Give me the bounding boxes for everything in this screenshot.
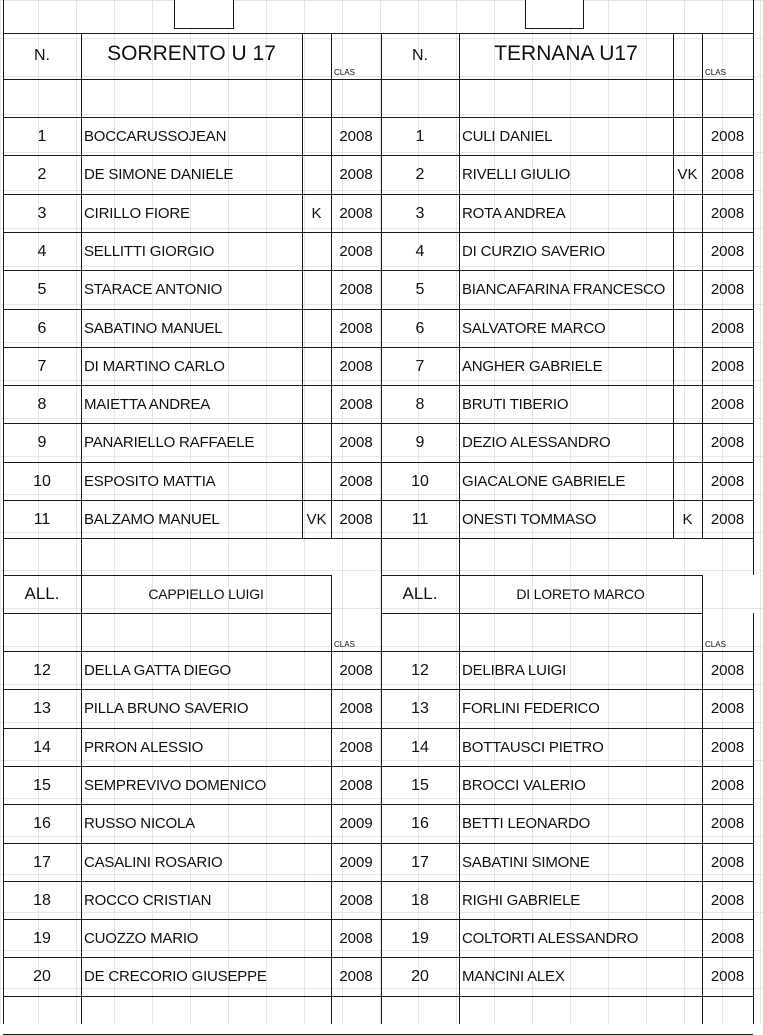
team-a-num-header: N. [34,47,50,64]
column-line [702,651,703,1024]
team-b-player-role [673,118,702,155]
team-a-player-number: 6 [37,319,47,337]
team-b-player-year: 2008 [710,777,745,794]
sheet-right-border [753,0,754,33]
team-b-coach-line [702,575,703,613]
team-a-player-year: 2008 [339,128,373,145]
team-b-player-number: 6 [415,319,425,337]
team-b-clas-header: CLAS [705,68,726,77]
team-b-player-name: DELIBRA LUIGI [462,662,567,679]
team-b-player-name: BOTTAUSCI PIETRO [462,739,604,756]
team-b-player-year: 2008 [710,511,745,528]
team-a-coach-name: CAPPIELLO LUIGI [148,586,264,602]
team-a-player-name: BOCCARUSSOJEAN [84,128,227,145]
team-a-player-name: DELLA GATTA DIEGO [84,662,231,679]
team-a-player-year: 2008 [339,243,373,260]
team-b-player-number: 19 [411,929,429,947]
team-b-player-name: ANGHER GABRIELE [462,358,603,375]
team-a-player-year: 2009 [339,815,373,832]
team-b-player-role [673,195,702,232]
team-a-player-name: DE CRECORIO GIUSEPPE [84,968,267,985]
team-b-player-name: SALVATORE MARCO [462,320,606,337]
team-a-player-number: 18 [33,891,51,909]
team-b-player-number: 8 [415,395,425,413]
team-b-player-number: 7 [415,357,425,375]
team-a-player-number: 19 [33,929,51,947]
team-b-player-year: 2008 [710,320,745,337]
team-a-player-year: 2008 [339,166,373,183]
column-line [459,33,460,538]
team-b-player-name: BETTI LEONARDO [462,815,591,832]
column-line [81,33,82,538]
team-b-player-name: MANCINI ALEX [462,968,565,985]
column-line [331,651,332,1024]
column-line [702,33,703,538]
team-a-player-year: 2008 [339,511,373,528]
team-a-player-year: 2008 [339,205,373,222]
team-a-player-year: 2009 [339,854,373,871]
team-a-coach-label: ALL. [24,584,60,603]
team-a-player-year: 2008 [339,739,373,756]
team-a-player-year: 2008 [339,930,373,947]
team-a-player-role [302,310,331,347]
column-line [81,613,82,651]
team-b-player-role [673,233,702,270]
team-b-player-number: 11 [411,510,429,528]
team-a-player-role [302,156,331,193]
team-a-player-year: 2008 [339,968,373,985]
team-a-coach-line [331,575,332,613]
team-b-player-name: ROTA ANDREA [462,205,566,222]
header-bottom-line [3,79,753,80]
column-line [673,33,674,538]
team-b-player-number: 3 [415,204,425,222]
team-a-player-name: RUSSO NICOLA [84,815,195,832]
team-b-subs-clas-header: CLAS [705,640,726,649]
column-line [753,33,754,538]
column-line [702,613,703,651]
team-b-player-name: BRUTI TIBERIO [462,396,569,413]
column-line [81,651,82,1024]
team-a-player-year: 2008 [339,358,373,375]
team-b-player-number: 14 [411,738,429,756]
team-a-badge-box [174,0,234,29]
team-a-player-name: SEMPREVIVO DOMENICO [84,777,267,794]
team-b-player-year: 2008 [710,396,745,413]
team-a-player-name: STARACE ANTONIO [84,281,223,298]
team-b-player-role [673,424,702,461]
team-a-player-year: 2008 [339,777,373,794]
column-line [459,538,460,575]
team-a-subs-clas-header: CLAS [334,640,355,649]
team-b-player-year: 2008 [710,281,745,298]
team-a-player-number: 8 [37,395,47,413]
column-line [331,613,332,651]
team-a-player-name: SELLITTI GIORGIO [84,243,215,260]
team-a-player-role [302,118,331,155]
team-b-player-name: SABATINI SIMONE [462,854,590,871]
team-b-player-name: DEZIO ALESSANDRO [462,434,611,451]
column-line [3,33,4,538]
team-a-player-year: 2008 [339,396,373,413]
team-a-player-number: 7 [37,357,47,375]
team-b-player-year: 2008 [710,205,745,222]
team-b-player-name: DI CURZIO SAVERIO [462,243,606,260]
team-b-player-name: ONESTI TOMMASO [462,511,597,528]
team-a-player-year: 2008 [339,434,373,451]
team-a-clas-header: CLAS [334,68,355,77]
team-b-coach-label: ALL. [402,584,438,603]
team-a-player-name: DE SIMONE DANIELE [84,166,234,183]
team-b-player-role: K [682,511,693,528]
team-b-player-number: 17 [411,853,429,871]
team-b-player-year: 2008 [710,815,745,832]
team-a-player-year: 2008 [339,473,373,490]
team-b-player-number: 5 [415,280,425,298]
team-a-player-year: 2008 [339,320,373,337]
team-a-player-number: 1 [37,127,47,145]
team-b-player-role [673,463,702,500]
sheet-left-border [3,0,4,33]
team-a-player-number: 4 [37,242,47,260]
column-line [302,33,303,538]
team-b-player-number: 20 [411,967,429,985]
team-a-player-role [302,386,331,423]
column-line [459,651,460,1024]
team-b-player-number: 18 [411,891,429,909]
team-a-coach-bottom-line [3,613,331,614]
team-b-player-role [673,348,702,385]
team-a-player-number: 14 [33,738,51,756]
team-b-player-name: RIVELLI GIULIO [462,166,571,183]
column-line [81,538,82,575]
team-a-player-role [302,233,331,270]
team-b-player-number: 2 [415,165,425,183]
team-b-player-name: COLTORTI ALESSANDRO [462,930,639,947]
team-b-player-year: 2008 [710,700,745,717]
team-a-player-name: ROCCO CRISTIAN [84,892,212,909]
team-a-player-year: 2008 [339,892,373,909]
team-b-player-number: 1 [415,127,425,145]
team-b-badge-box [525,0,584,29]
team-b-coach-name: DI LORETO MARCO [516,586,645,602]
team-b-player-name: BIANCAFARINA FRANCESCO [462,281,666,298]
team-a-player-role: VK [306,511,327,528]
team-a-player-name: DI MARTINO CARLO [84,358,225,375]
column-line [331,33,332,538]
team-b-player-year: 2008 [710,434,745,451]
team-a-player-number: 15 [33,776,51,794]
column-line [381,538,382,575]
team-b-player-year: 2008 [710,662,745,679]
team-a-player-name: PRRON ALESSIO [84,739,204,756]
team-a-player-name: MAIETTA ANDREA [84,396,211,413]
team-b-player-number: 13 [411,699,429,717]
team-b-player-role [673,386,702,423]
team-b-player-year: 2008 [710,358,745,375]
team-a-player-number: 3 [37,204,47,222]
team-b-player-name: RIGHI GABRIELE [462,892,581,909]
team-b-player-name: FORLINI FEDERICO [462,700,600,717]
team-a-team-name: SORRENTO U 17 [107,42,276,65]
team-b-player-year: 2008 [710,968,745,985]
team-a-player-role [302,348,331,385]
column-line [753,651,754,1024]
team-a-player-role [302,271,331,308]
team-a-player-number: 16 [33,814,51,832]
column-line [753,538,754,575]
column-line [3,538,4,575]
team-a-player-year: 2008 [339,281,373,298]
team-b-player-name: GIACALONE GABRIELE [462,473,626,490]
team-b-player-number: 16 [411,814,429,832]
team-a-player-role [302,424,331,461]
team-b-player-number: 12 [411,661,429,679]
team-a-player-number: 5 [37,280,47,298]
team-b-player-number: 10 [411,472,429,490]
team-a-player-number: 2 [37,165,47,183]
team-a-player-name: CASALINI ROSARIO [84,854,223,871]
team-b-player-year: 2008 [710,739,745,756]
column-line [3,651,4,1024]
team-a-player-number: 10 [33,472,51,490]
team-b-num-header: N. [412,47,428,64]
team-b-player-year: 2008 [710,166,745,183]
team-b-team-name: TERNANA U17 [494,42,638,65]
team-a-player-name: CIRILLO FIORE [84,205,190,222]
team-b-player-year: 2008 [710,243,745,260]
team-b-player-year: 2008 [710,473,745,490]
team-a-player-number: 20 [33,967,51,985]
team-a-player-number: 11 [33,510,51,528]
subs-row-line [3,996,753,997]
team-a-player-name: PILLA BRUNO SAVERIO [84,700,249,717]
team-a-player-name: BALZAMO MANUEL [84,511,220,528]
team-a-player-name: ESPOSITO MATTIA [84,473,216,490]
team-a-player-year: 2008 [339,700,373,717]
team-a-player-name: PANARIELLO RAFFAELE [84,434,255,451]
team-b-player-year: 2008 [710,930,745,947]
column-line [459,613,460,651]
team-b-player-number: 15 [411,776,429,794]
team-a-player-name: SABATINO MANUEL [84,320,223,337]
team-b-player-year: 2008 [710,128,745,145]
team-b-player-year: 2008 [710,854,745,871]
team-a-player-number: 9 [37,433,47,451]
column-line [381,613,382,651]
team-b-player-role [673,310,702,347]
team-b-coach-bottom-line [381,613,702,614]
team-b-player-number: 9 [415,433,425,451]
team-a-player-role: K [311,205,322,222]
team-b-player-year: 2008 [710,892,745,909]
team-a-player-number: 12 [33,661,51,679]
team-a-player-role [302,463,331,500]
team-b-player-name: CULI DANIEL [462,128,553,145]
team-a-player-name: CUOZZO MARIO [84,930,199,947]
column-line [381,33,382,538]
team-b-player-number: 4 [415,242,425,260]
team-a-player-number: 13 [33,699,51,717]
column-line [753,613,754,651]
team-a-player-number: 17 [33,853,51,871]
team-b-player-role: VK [677,166,698,183]
team-b-player-name: BROCCI VALERIO [462,777,586,794]
team-b-player-role [673,271,702,308]
starters-row-line [3,538,753,539]
column-line [381,651,382,1024]
team-a-player-year: 2008 [339,662,373,679]
column-line [3,613,4,651]
